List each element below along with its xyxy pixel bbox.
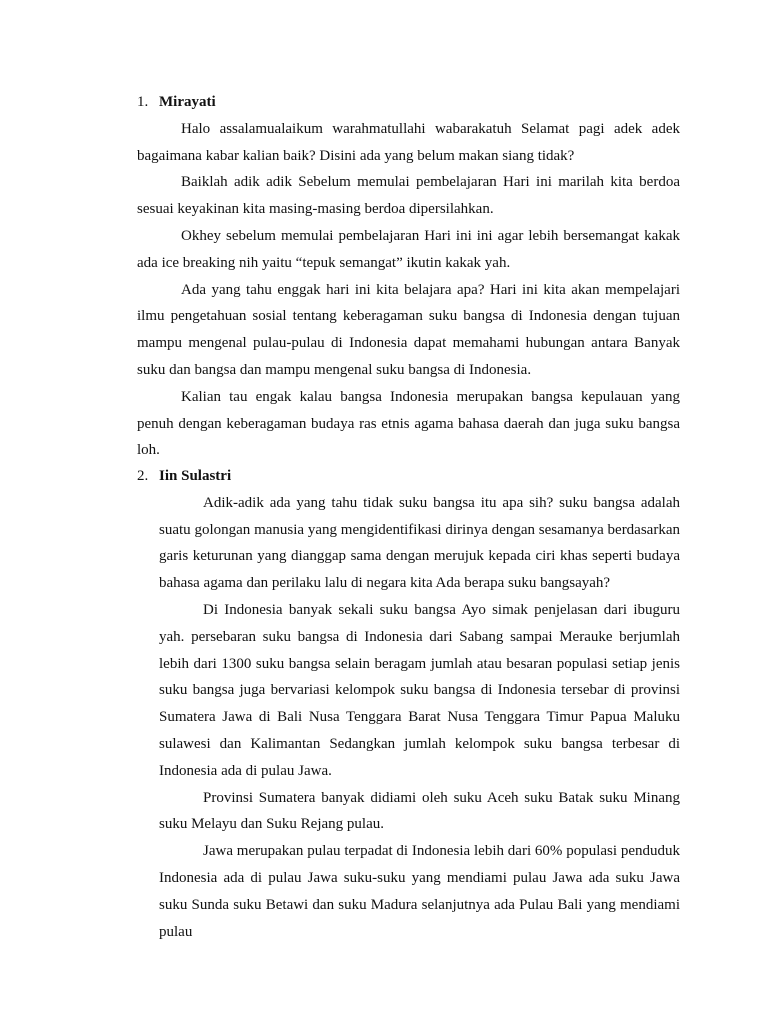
section-iin-sulastri (137, 463, 680, 945)
paragraph: Halo assalamualaikum warahmatullahi wabarakatuh Selamat pagi adek adek bagaimana kabar kalian baik? Disini ada yang belum makan siang tidak? (137, 120, 680, 164)
paragraph: Baiklah adik adik Sebelum memulai pembelajaran Hari ini marilah kita berdoa sesuai keyakinan kita masing-masing berdoa dipersilahkan. (137, 174, 680, 218)
paragraph: Kalian tau engak kalau bangsa Indonesia merupakan bangsa kepulauan yang penuh dengan keberagaman budaya ras etnis agama bahasa daerah dan juga suku bangsa loh. (137, 388, 680, 459)
paragraph: Di Indonesia banyak sekali suku bangsa Ayo simak penjelasan dari ibuguru yah. persebaran suku bangsa di Indonesia dari Sabang sampai Merauke berjumlah lebih dari 1300 suku bangsa selain beragam jumlah atau besaran populasi setiap jenis suku bangsa juga bervariasi kelompok suku bangsa di Indonesia tersebar di provinsi Sumatera Jawa di Bali Nusa Tenggara Barat Nusa Tenggara Timur Papua Maluku sulawesi dan Kalimantan Sedangkan jumlah kelompok suku bangsa terbesar di Indonesia ada di pulau Jawa. (159, 601, 680, 779)
paragraph: Adik-adik ada yang tahu tidak suku bangsa itu apa sih? suku bangsa adalah suatu golongan manusia yang mengidentifikasi dirinya dengan sesamanya berdasarkan garis keturunan yang dianggap sama dengan merujuk kepada ciri khas seperti budaya bahasa agama dan perilaku lalu di negara kita Ada berapa suku bangsayah? (159, 494, 680, 592)
paragraph: Okhey sebelum memulai pembelajaran Hari ini ini agar lebih bersemangat kakak ada ice breaking nih yaitu “tepuk semangat” ikutin kakak yah. (137, 227, 680, 271)
section-mirayati (137, 89, 680, 464)
section-name: Iin Sulastri (159, 468, 232, 484)
section-heading (137, 89, 680, 116)
section-number: 1. (137, 94, 149, 110)
section-heading (137, 463, 680, 490)
paragraph: Jawa merupakan pulau terpadat di Indonesia lebih dari 60% populasi penduduk Indonesia ada di pulau Jawa suku-suku yang mendiami pulau Jawa ada suku Jawa suku Sunda suku Betawi dan suku Madura selanjutnya ada Pulau Bali yang mendiami pulau (159, 843, 680, 940)
section-name: Mirayati (159, 94, 216, 110)
paragraph: Provinsi Sumatera banyak didiami oleh suku Aceh suku Batak suku Minang suku Melayu dan Suku Rejang pulau. (159, 789, 680, 833)
paragraph: Ada yang tahu enggak hari ini kita belajara apa? Hari ini kita akan mempelajari ilmu pengetahuan sosial tentang keberagaman suku bangsa di Indonesia dengan tujuan mampu mengenal pulau-pulau di Indonesia dapat memahami hubungan antara Banyak suku dan bangsa dan mampu mengenal suku bangsa di Indonesia. (137, 281, 680, 378)
section-number: 2. (137, 468, 149, 484)
